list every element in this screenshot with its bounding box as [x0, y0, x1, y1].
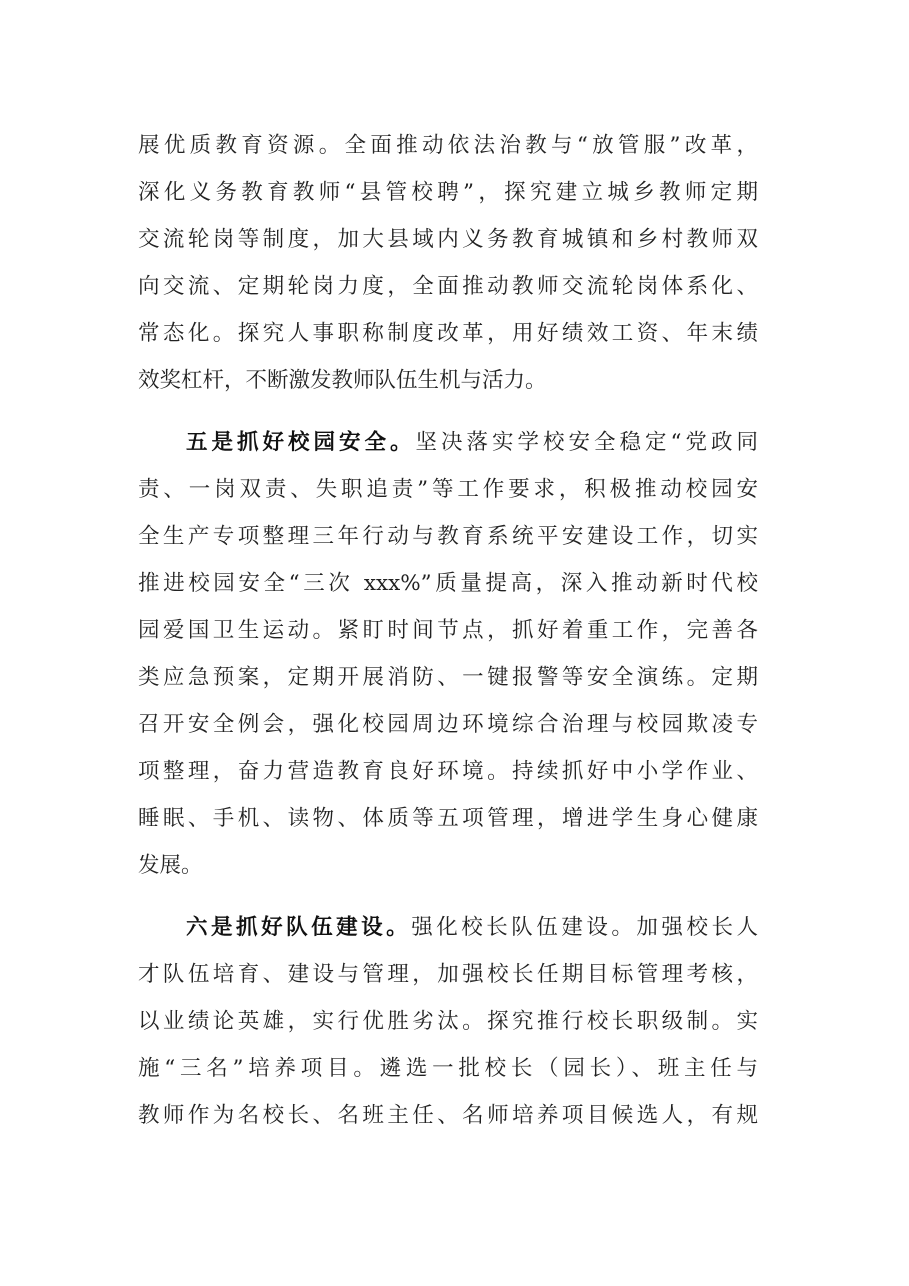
paragraph-line: 交流轮岗等制度，加大县域内义务教育城镇和乡村教师双	[138, 227, 758, 252]
paragraph-text: 坚决落实学校安全稳定“党政同	[415, 430, 758, 455]
paragraph-line: 类应急预案，定期开展消防、一键报警等安全演练。定期	[138, 665, 758, 690]
paragraph-line: 教师作为名校长、名班主任、名师培养项目候选人，有规	[138, 1103, 758, 1128]
paragraph-line: 效奖杠杆，不断激发教师队伍生机与活力。	[138, 368, 547, 393]
paragraph-line: 责、一岗双责、失职追责”等工作要求，积极推动校园安	[138, 477, 758, 502]
paragraph-line: 推进校园安全“三次 xxx%”质量提高，深入推动新时代校	[138, 571, 758, 596]
paragraph-line: 以业绩论英雄，实行优胜劣汰。探究推行校长职级制。实	[138, 1009, 758, 1034]
section-heading: 五是抓好校园安全。	[186, 430, 416, 455]
paragraph-line: 展优质教育资源。全面推动依法治教与“放管服”改革，	[138, 133, 758, 158]
paragraph-line: 召开安全例会，强化校园周边环境综合治理与校园欺凌专	[138, 712, 758, 737]
paragraph-line: 深化义务教育教师“县管校聘”，探究建立城乡教师定期	[138, 180, 758, 205]
paragraph-line: 才队伍培育、建设与管理，加强校长任期目标管理考核，	[138, 962, 758, 987]
paragraph-line: 发展。	[138, 853, 203, 878]
paragraph-text: 强化校长队伍建设。加强校长人	[411, 915, 758, 940]
paragraph-first-line	[186, 423, 758, 463]
paragraph-first-line	[186, 908, 758, 948]
paragraph-line: 施“三名”培养项目。遴选一批校长（园长）、班主任与	[138, 1056, 758, 1081]
paragraph-line: 睡眠、手机、读物、体质等五项管理，增进学生身心健康	[138, 806, 758, 831]
section-heading: 六是抓好队伍建设。	[186, 915, 412, 940]
paragraph-line: 全生产专项整理三年行动与教育系统平安建设工作，切实	[138, 524, 758, 549]
paragraph-line: 向交流、定期轮岗力度，全面推动教师交流轮岗体系化、	[138, 274, 758, 299]
paragraph-line: 园爱国卫生运动。紧盯时间节点，抓好着重工作，完善各	[138, 618, 758, 643]
paragraph-line: 常态化。探究人事职称制度改革，用好绩效工资、年末绩	[138, 321, 758, 346]
paragraph-line: 项整理，奋力营造教育良好环境。持续抓好中小学作业、	[138, 759, 758, 784]
